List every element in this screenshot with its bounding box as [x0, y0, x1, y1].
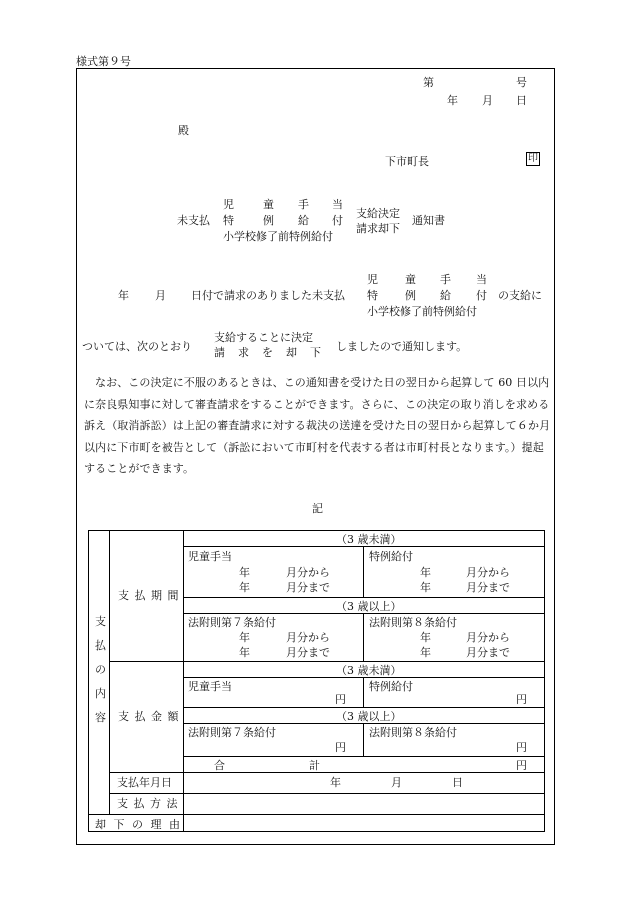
- decision-reject-1: 請: [214, 346, 225, 359]
- issuer: 下市町長: [385, 155, 429, 168]
- date-day: 日: [516, 94, 527, 107]
- period-ca-from-month: 月分から: [286, 566, 330, 579]
- body-line2-tail: しましたので通知します。: [336, 340, 468, 353]
- body-special-2: 例: [405, 289, 416, 302]
- date-year: 年: [447, 94, 458, 107]
- amount-over3: （3 歳以上）: [336, 710, 402, 723]
- title-allowance-3: 手: [298, 198, 309, 211]
- group-label-4: 内: [95, 687, 106, 700]
- body-special-3: 給: [440, 289, 451, 302]
- period-a7-to-month: 月分まで: [286, 646, 330, 659]
- group-label-3: の: [95, 663, 106, 676]
- period-art7: 法附則第７条給付: [188, 616, 276, 629]
- amount-ca-yen: 円: [335, 693, 346, 706]
- rejection-reason-label: 却 下 の 理 由: [95, 818, 182, 831]
- title-elementary: 小学校修了前特例給付: [223, 230, 333, 243]
- body-special-1: 特: [367, 289, 378, 302]
- title-allowance-1: 児: [223, 198, 234, 211]
- title-special-1: 特: [223, 214, 234, 227]
- period-a8-from-year: 年: [420, 631, 431, 644]
- period-ca-to-month: 月分まで: [286, 581, 330, 594]
- body-allowance-4: 当: [476, 273, 487, 286]
- title-special-3: 給: [298, 214, 309, 227]
- period-a8-from-month: 月分から: [466, 631, 510, 644]
- period-sp-to-month: 月分まで: [466, 581, 510, 594]
- period-label: 支 払 期 間: [118, 589, 180, 602]
- period-ca-from-year: 年: [239, 566, 250, 579]
- appeal-notice: なお、この決定に不服のあるときは、この通知書を受けた日の翌日から起算して 60 日以内に奈良県知事に対して審査請求をすることができます。さらに、この決定の取り消しを求める訴え（取消訴訟）は上記の審査請求に対する裁決の送達を受けた日の翌日から起算して６か月以内に下市町を被告として（訴訟において市町村を代表する者は市町村長となります。）提起することができます。: [84, 376, 551, 475]
- period-over3: （3 歳以上）: [336, 600, 402, 613]
- title-prefix: 未支払: [177, 214, 210, 227]
- group-label-2: 払: [95, 639, 106, 652]
- group-label-5: 容: [95, 711, 106, 724]
- body-allowance-1: 児: [367, 273, 378, 286]
- number-label: 第: [423, 76, 434, 89]
- ki-heading: 記: [312, 502, 323, 515]
- amount-label: 支 払 金 額: [118, 710, 180, 723]
- pay-date-month: 月: [391, 776, 402, 789]
- amount-sp-yen: 円: [516, 693, 527, 706]
- total-label-2: 計: [309, 759, 320, 772]
- body-line1-tail: の支給に: [498, 289, 542, 302]
- decision-reject-5: 下: [310, 346, 321, 359]
- total-yen: 円: [516, 759, 527, 772]
- period-sp-to-year: 年: [420, 581, 431, 594]
- body-year: 年: [118, 289, 129, 302]
- title-allowance-4: 当: [332, 198, 343, 211]
- body-month: 月: [155, 289, 166, 302]
- decision-reject-2: 求: [238, 346, 249, 359]
- pay-date-year: 年: [330, 776, 341, 789]
- seal-stamp: 印: [528, 153, 538, 164]
- title-special-4: 付: [332, 214, 343, 227]
- body-special-4: 付: [476, 289, 487, 302]
- decision-reject-4: 却: [286, 346, 297, 359]
- period-a7-to-year: 年: [239, 646, 250, 659]
- pay-date-day: 日: [452, 776, 463, 789]
- amount-under3: （3 歳未満）: [336, 664, 402, 677]
- title-special-2: 例: [263, 214, 274, 227]
- decision-grant: 支給することに決定: [214, 331, 313, 344]
- period-sp-from-year: 年: [420, 566, 431, 579]
- period-a8-to-year: 年: [420, 646, 431, 659]
- title-suffix: 通知書: [412, 214, 445, 227]
- payment-date-label: 支払年月日: [117, 776, 172, 789]
- amount-art8: 法附則第８条給付: [369, 726, 457, 739]
- amount-a8-yen: 円: [516, 741, 527, 754]
- period-art8: 法附則第８条給付: [369, 616, 457, 629]
- amount-child-allowance: 児童手当: [188, 680, 232, 693]
- period-a8-to-month: 月分まで: [466, 646, 510, 659]
- period-a7-from-year: 年: [239, 631, 250, 644]
- decision-reject-3: を: [262, 346, 273, 359]
- body-line2-head: ついては、次のとおり: [82, 340, 192, 353]
- body-line1-text: 日付で請求のありました未支払: [191, 289, 345, 302]
- period-a7-from-month: 月分から: [286, 631, 330, 644]
- amount-a7-yen: 円: [335, 741, 346, 754]
- title-decision-a: 支給決定: [356, 207, 400, 220]
- number-suffix: 号: [516, 76, 527, 89]
- title-decision-b: 請求却下: [356, 222, 400, 235]
- form-number: 様式第９号: [76, 55, 131, 68]
- amount-special: 特例給付: [369, 680, 413, 693]
- body-allowance-2: 童: [405, 273, 416, 286]
- period-sp-from-month: 月分から: [466, 566, 510, 579]
- body-allowance-3: 手: [440, 273, 451, 286]
- period-ca-to-year: 年: [239, 581, 250, 594]
- period-child-allowance: 児童手当: [188, 550, 232, 563]
- total-label-1: 合: [214, 759, 225, 772]
- amount-art7: 法附則第７条給付: [188, 726, 276, 739]
- group-label-1: 支: [95, 615, 106, 628]
- payment-method-label: 支 払 方 法: [117, 797, 179, 810]
- body-elementary: 小学校修了前特例給付: [367, 305, 477, 318]
- addressee: 殿: [178, 124, 189, 137]
- period-under3: （3 歳未満）: [336, 533, 402, 546]
- date-month: 月: [482, 94, 493, 107]
- period-special: 特例給付: [369, 550, 413, 563]
- title-allowance-2: 童: [263, 198, 274, 211]
